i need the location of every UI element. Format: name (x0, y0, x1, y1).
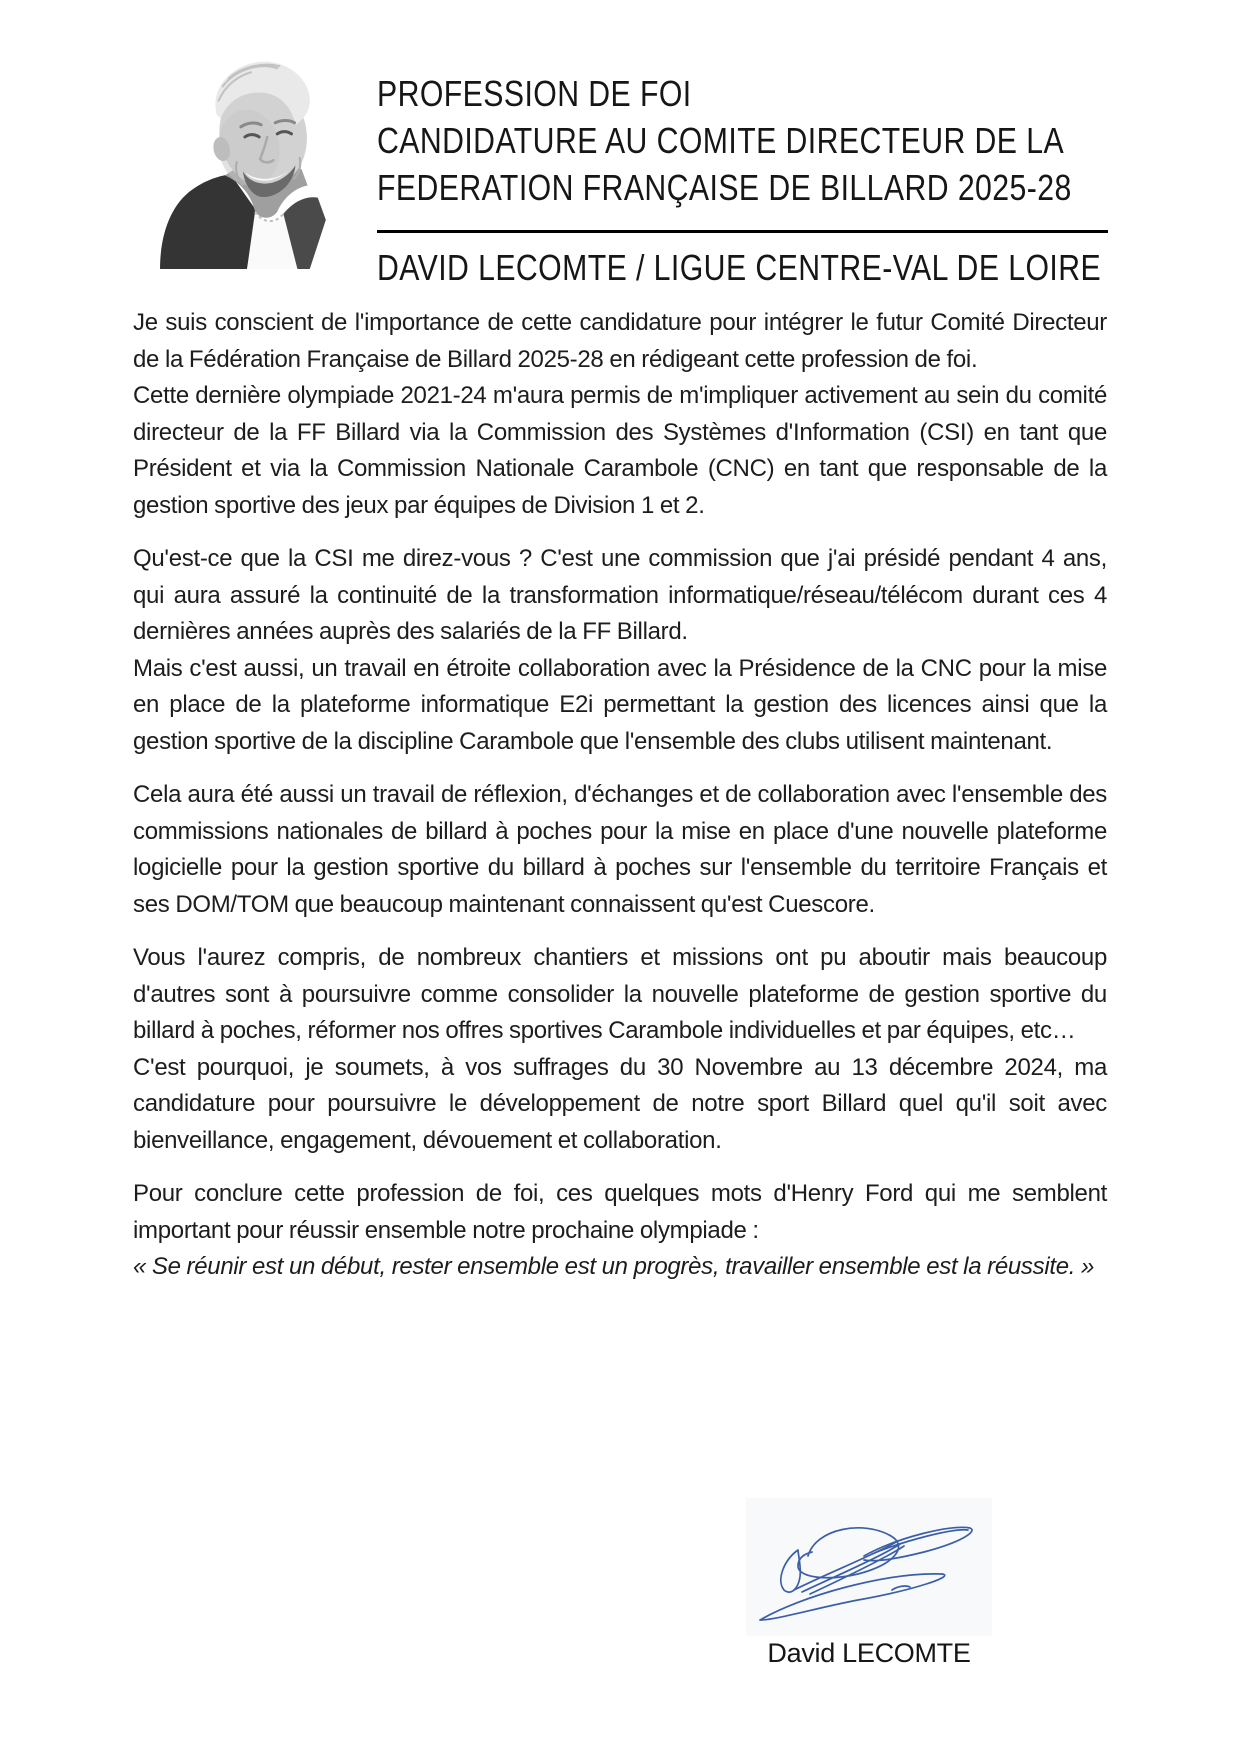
document-body (133, 305, 1107, 1303)
header-subtitle-block (377, 244, 1117, 291)
body-paragraph: C'est pourquoi, je soumets, à vos suffrages du 30 Novembre au 13 décembre 2024, ma candidature pour poursuivre le développement de notre sport Billard quel qu'il soit avec bienveillance, engagement, dévouement et collaboration. (133, 1053, 1107, 1154)
body-paragraph: Qu'est-ce que la CSI me direz-vous ? C'est une commission que j'ai présidé pendant 4 ans, qui aura assuré la continuité de la transformation informatique/réseau/télécom durant ces 4 dernières années auprès des salariés de la FF Billard. (133, 545, 1107, 645)
paragraph-block (133, 541, 1107, 760)
signature-image (746, 1498, 992, 1636)
signature-name: David LECOMTE (767, 1638, 971, 1668)
body-paragraph: Pour conclure cette profession de foi, ces quelques mots d'Henry Ford qui me semblent important pour réussir ensemble notre prochaine olympiade : (133, 1180, 1107, 1244)
portrait-illustration (158, 52, 340, 269)
body-paragraph: Vous l'aurez compris, de nombreux chantiers et missions ont pu aboutir mais beaucoup d'autres sont à poursuivre comme consolider la nouvelle plateforme de gestion sportive du billard à poches, réformer nos offres sportives Carambole individuelles et par équipes, etc… (133, 944, 1107, 1044)
body-paragraph: Cela aura été aussi un travail de réflexion, d'échanges et de collaboration avec l'ensemble des commissions nationales de billard à poches pour la mise en place d'une nouvelle plateforme logicielle pour la gestion sportive du billard à poches sur l'ensemble du territoire Français et ses DOM/TOM que beaucoup maintenant connaissent qu'est Cuescore. (133, 781, 1107, 918)
paragraph-block (133, 305, 1107, 524)
paragraph-block (133, 777, 1107, 923)
header-title-line-1: PROFESSION DE FOI (377, 73, 692, 114)
signature-scribble (746, 1498, 992, 1636)
paragraph-block (133, 940, 1107, 1159)
header-title-line-2: CANDIDATURE AU COMITE DIRECTEUR DE LA (377, 120, 1065, 161)
quote-paragraph: « Se réunir est un début, rester ensemble est un progrès, travailler ensemble est la réussite. » (133, 1253, 1095, 1280)
header-title-block (377, 70, 1117, 211)
paragraph-block (133, 1176, 1107, 1286)
body-paragraph: Mais c'est aussi, un travail en étroite collaboration avec la Présidence de la CNC pour la mise en place de la plateforme informatique E2i permettant la gestion des licences ainsi que la gestion sportive de la discipline Carambole que l'ensemble des clubs utilisent maintenant. (133, 654, 1107, 755)
body-paragraph: Je suis conscient de l'importance de cette candidature pour intégrer le futur Comité Directeur de la Fédération Française de Billard 2025-28 en rédigeant cette profession de foi. (133, 309, 1107, 373)
candidate-photo (158, 52, 340, 272)
body-paragraph: Cette dernière olympiade 2021-24 m'aura permis de m'impliquer activement au sein du comité directeur de la FF Billard via la Commission des Systèmes d'Information (CSI) en tant que Président et via la Commission Nationale Carambole (CNC) en tant que responsable de la gestion sportive des jeux par équipes de Division 1 et 2. (133, 382, 1107, 519)
header-title-line-3: FEDERATION FRANÇAISE DE BILLARD 2025-28 (377, 167, 1072, 208)
header-subtitle: DAVID LECOMTE / LIGUE CENTRE-VAL DE LOIRE (377, 247, 1102, 288)
header-divider (377, 230, 1108, 233)
